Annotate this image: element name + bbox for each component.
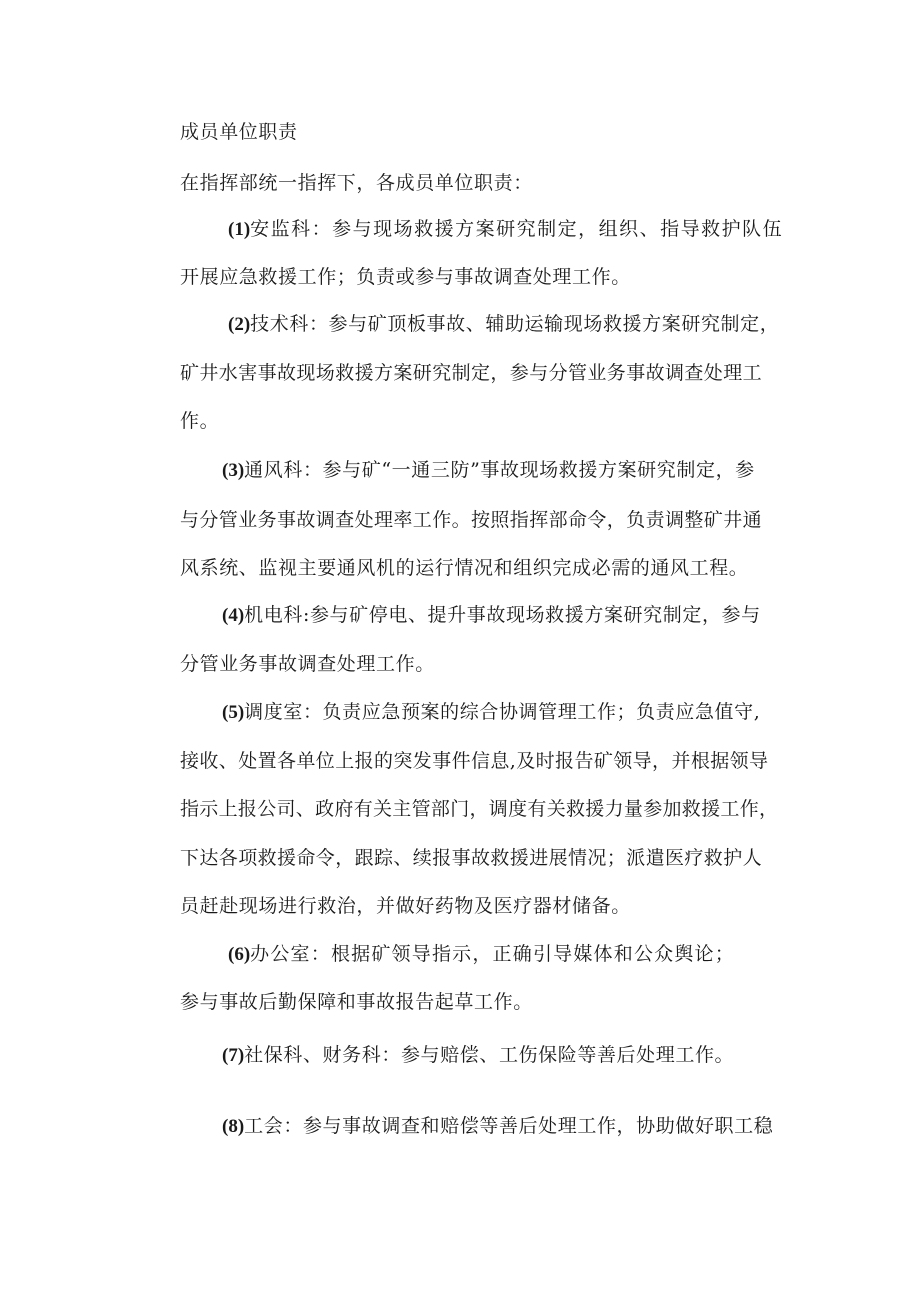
item-number: (4) — [222, 605, 245, 626]
item-number: (1) — [228, 219, 251, 240]
item-5-line-4: 下达各项救援命令，跟踪、续报事故救援进展情况；派遣医疗救护人 — [180, 847, 763, 869]
item-number: (3) — [222, 460, 245, 481]
item-1-line-1: (1)安监科：参与现场救援方案研究制定，组织、指导救护队伍 — [228, 218, 784, 240]
item-2-line-3: 作。 — [180, 410, 220, 432]
item-4-line-2: 分管业务事故调查处理工作。 — [180, 653, 435, 675]
item-5-line-1: (5)调度室：负责应急预案的综合协调管理工作；负责应急值守, — [222, 701, 761, 723]
item-6-line-2: 参与事故后勤保障和事故报告起草工作。 — [180, 991, 533, 1013]
item-7-line-1: (7)社保科、财务科：参与赔偿、工伤保险等善后处理工作。 — [222, 1044, 735, 1066]
item-number: (2) — [228, 314, 251, 335]
item-2-line-2: 矿井水害事故现场救援方案研究制定，参与分管业务事故调查处理工 — [180, 362, 763, 384]
item-8-line-1: (8)工会：参与事故调查和赔偿等善后处理工作，协助做好职工稳 — [222, 1115, 774, 1137]
item-5-line-3: 指示上报公司、政府有关主管部门，调度有关救援力量参加救援工作， — [180, 798, 779, 820]
item-1-line-2: 开展应急救援工作；负责或参与事故调查处理工作。 — [180, 266, 631, 288]
item-3-line-1: (3)通风科：参与矿“一通三防”事故现场救援方案研究制定，参 — [222, 459, 755, 481]
item-number: (8) — [222, 1116, 245, 1137]
item-number: (6) — [228, 944, 251, 965]
item-2-line-1: (2)技术科：参与矿顶板事故、辅助运输现场救援方案研究制定， — [228, 313, 780, 335]
item-4-line-1: (4)机电科:参与矿停电、提升事故现场救援方案研究制定，参与 — [222, 604, 761, 626]
item-number: (5) — [222, 702, 245, 723]
item-number: (7) — [222, 1045, 245, 1066]
item-5-line-2: 接收、处置各单位上报的突发事件信息,及时报告矿领导，并根据领导 — [180, 750, 769, 772]
item-3-line-3: 风系统、监视主要通风机的运行情况和组织完成必需的通风工程。 — [180, 557, 749, 579]
item-3-line-2: 与分管业务事故调查处理率工作。按照指挥部命令，负责调整矿井通 — [180, 509, 763, 531]
section-heading: 成员单位职责 — [180, 121, 298, 143]
intro-paragraph: 在指挥部统一指挥下，各成员单位职责： — [180, 172, 533, 194]
item-5-line-5: 员赶赴现场进行救治，并做好药物及医疗器材储备。 — [180, 895, 631, 917]
item-6-line-1: (6)办公室：根据矿领导指示，正确引导媒体和公众舆论； — [228, 943, 735, 965]
